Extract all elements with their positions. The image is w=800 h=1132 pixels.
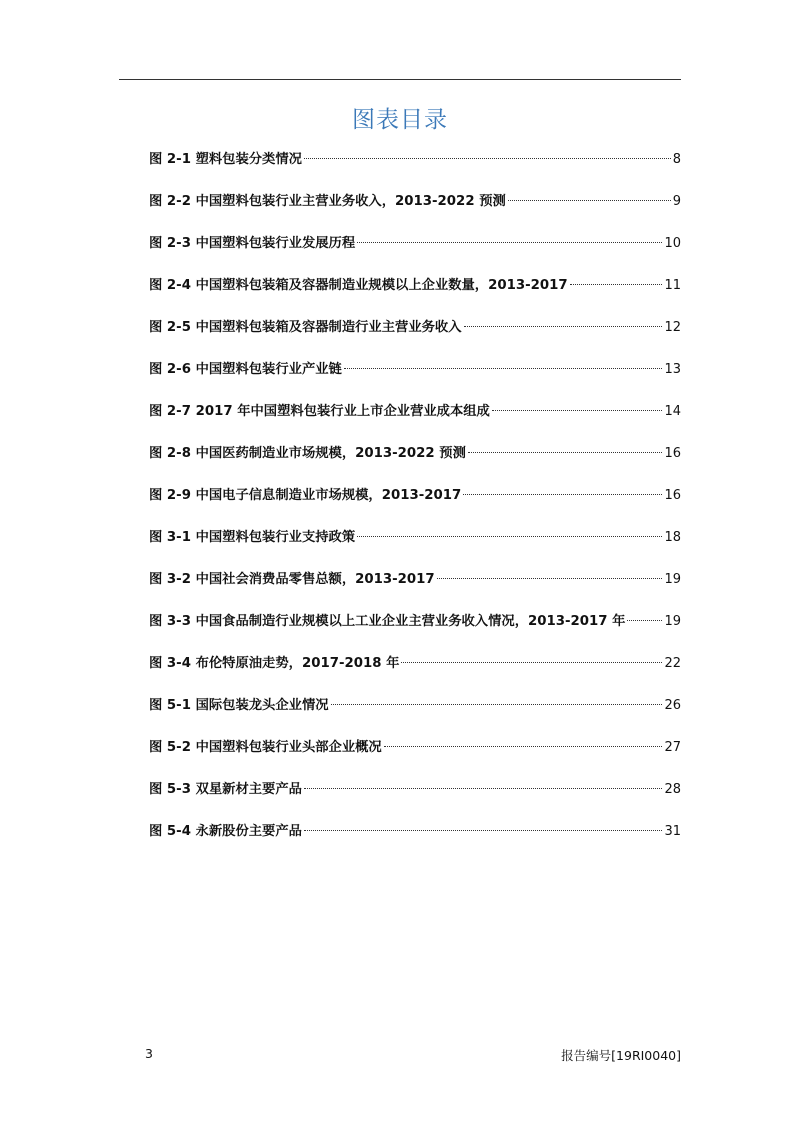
- toc-entry[interactable]: [149, 316, 681, 358]
- toc-entry-label: 图 2-8 中国医药制造业市场规模，2013-2022 预测: [149, 446, 466, 461]
- toc-entry[interactable]: [149, 694, 681, 736]
- toc-entry-label: 图 2-1 塑料包装分类情况: [149, 152, 302, 167]
- footer-page-number: 3: [145, 1046, 153, 1061]
- toc-entry[interactable]: [149, 148, 681, 190]
- toc-entry-label: 图 2-4 中国塑料包装箱及容器制造业规模以上企业数量，2013-2017: [149, 278, 568, 293]
- toc-leader: [304, 788, 663, 789]
- toc-entry[interactable]: [149, 442, 681, 484]
- toc-entry-page: 27: [664, 740, 681, 755]
- toc-leader: [468, 452, 663, 453]
- toc-entry-page: 19: [664, 614, 681, 629]
- toc-entry-page: 14: [664, 404, 681, 419]
- toc-leader: [304, 158, 671, 159]
- toc-leader: [357, 536, 662, 537]
- toc-leader: [492, 410, 663, 411]
- toc-entry[interactable]: [149, 736, 681, 778]
- toc-entry[interactable]: [149, 778, 681, 820]
- toc-entry-label: 图 2-9 中国电子信息制造业市场规模，2013-2017: [149, 488, 462, 503]
- toc-leader: [570, 284, 663, 285]
- toc-leader: [463, 494, 662, 495]
- toc-leader: [464, 326, 663, 327]
- toc-entry[interactable]: [149, 568, 681, 610]
- toc-entry-page: 16: [664, 446, 681, 461]
- toc-leader: [304, 830, 663, 831]
- toc-entry-label: 图 2-5 中国塑料包装箱及容器制造行业主营业务收入: [149, 320, 462, 335]
- toc-entry-label: 图 5-1 国际包装龙头企业情况: [149, 698, 329, 713]
- toc-entry[interactable]: [149, 274, 681, 316]
- toc-entry[interactable]: [149, 484, 681, 526]
- toc-leader: [401, 662, 662, 663]
- toc-entry-page: 28: [664, 782, 681, 797]
- toc-entry-label: 图 2-3 中国塑料包装行业发展历程: [149, 236, 356, 251]
- toc-entry-page: 13: [664, 362, 681, 377]
- toc-entry[interactable]: [149, 526, 681, 568]
- toc-entry-page: 8: [672, 152, 681, 167]
- toc-leader: [331, 704, 663, 705]
- header-rule: [119, 79, 681, 80]
- toc-entry[interactable]: [149, 610, 681, 652]
- toc-leader: [508, 200, 671, 201]
- toc-entry[interactable]: [149, 400, 681, 442]
- toc-entry-label: 图 5-4 永新股份主要产品: [149, 824, 302, 839]
- toc-entry-label: 图 2-2 中国塑料包装行业主营业务收入，2013-2022 预测: [149, 194, 506, 209]
- toc-leader: [437, 578, 663, 579]
- toc-entry-label: 图 3-4 布伦特原油走势，2017-2018 年: [149, 656, 400, 671]
- toc-entry-page: 26: [664, 698, 681, 713]
- footer-report-id: 报告编号[19RI0040]: [561, 1048, 681, 1063]
- toc-entry-page: 12: [664, 320, 681, 335]
- toc-leader: [357, 242, 662, 243]
- page-title: 图表目录: [352, 107, 448, 133]
- toc-leader: [627, 620, 662, 621]
- toc-entry-page: 16: [664, 488, 681, 503]
- toc-entry-label: 图 3-3 中国食品制造行业规模以上工业企业主营业务收入情况，2013-2017 年: [149, 614, 626, 629]
- toc-leader: [344, 368, 663, 369]
- toc-entry-page: 19: [664, 572, 681, 587]
- toc-entry-page: 10: [664, 236, 681, 251]
- toc-entry-label: 图 5-3 双星新材主要产品: [149, 782, 302, 797]
- toc-entry[interactable]: [149, 190, 681, 232]
- toc-entry-page: 31: [664, 824, 681, 839]
- toc-entry-page: 18: [664, 530, 681, 545]
- toc-entry-label: 图 5-2 中国塑料包装行业头部企业概况: [149, 740, 382, 755]
- toc-entry[interactable]: [149, 652, 681, 694]
- toc-entry[interactable]: [149, 820, 681, 862]
- toc-leader: [384, 746, 663, 747]
- toc-list: [149, 148, 681, 862]
- toc-entry[interactable]: [149, 358, 681, 400]
- toc-entry-page: 22: [664, 656, 681, 671]
- toc-entry-page: 11: [664, 278, 681, 293]
- toc-entry-label: 图 2-6 中国塑料包装行业产业链: [149, 362, 342, 377]
- toc-entry-label: 图 3-1 中国塑料包装行业支持政策: [149, 530, 356, 545]
- toc-entry-label: 图 3-2 中国社会消费品零售总额，2013-2017: [149, 572, 435, 587]
- toc-entry-page: 9: [672, 194, 681, 209]
- toc-entry[interactable]: [149, 232, 681, 274]
- toc-entry-label: 图 2-7 2017 年中国塑料包装行业上市企业营业成本组成: [149, 404, 490, 419]
